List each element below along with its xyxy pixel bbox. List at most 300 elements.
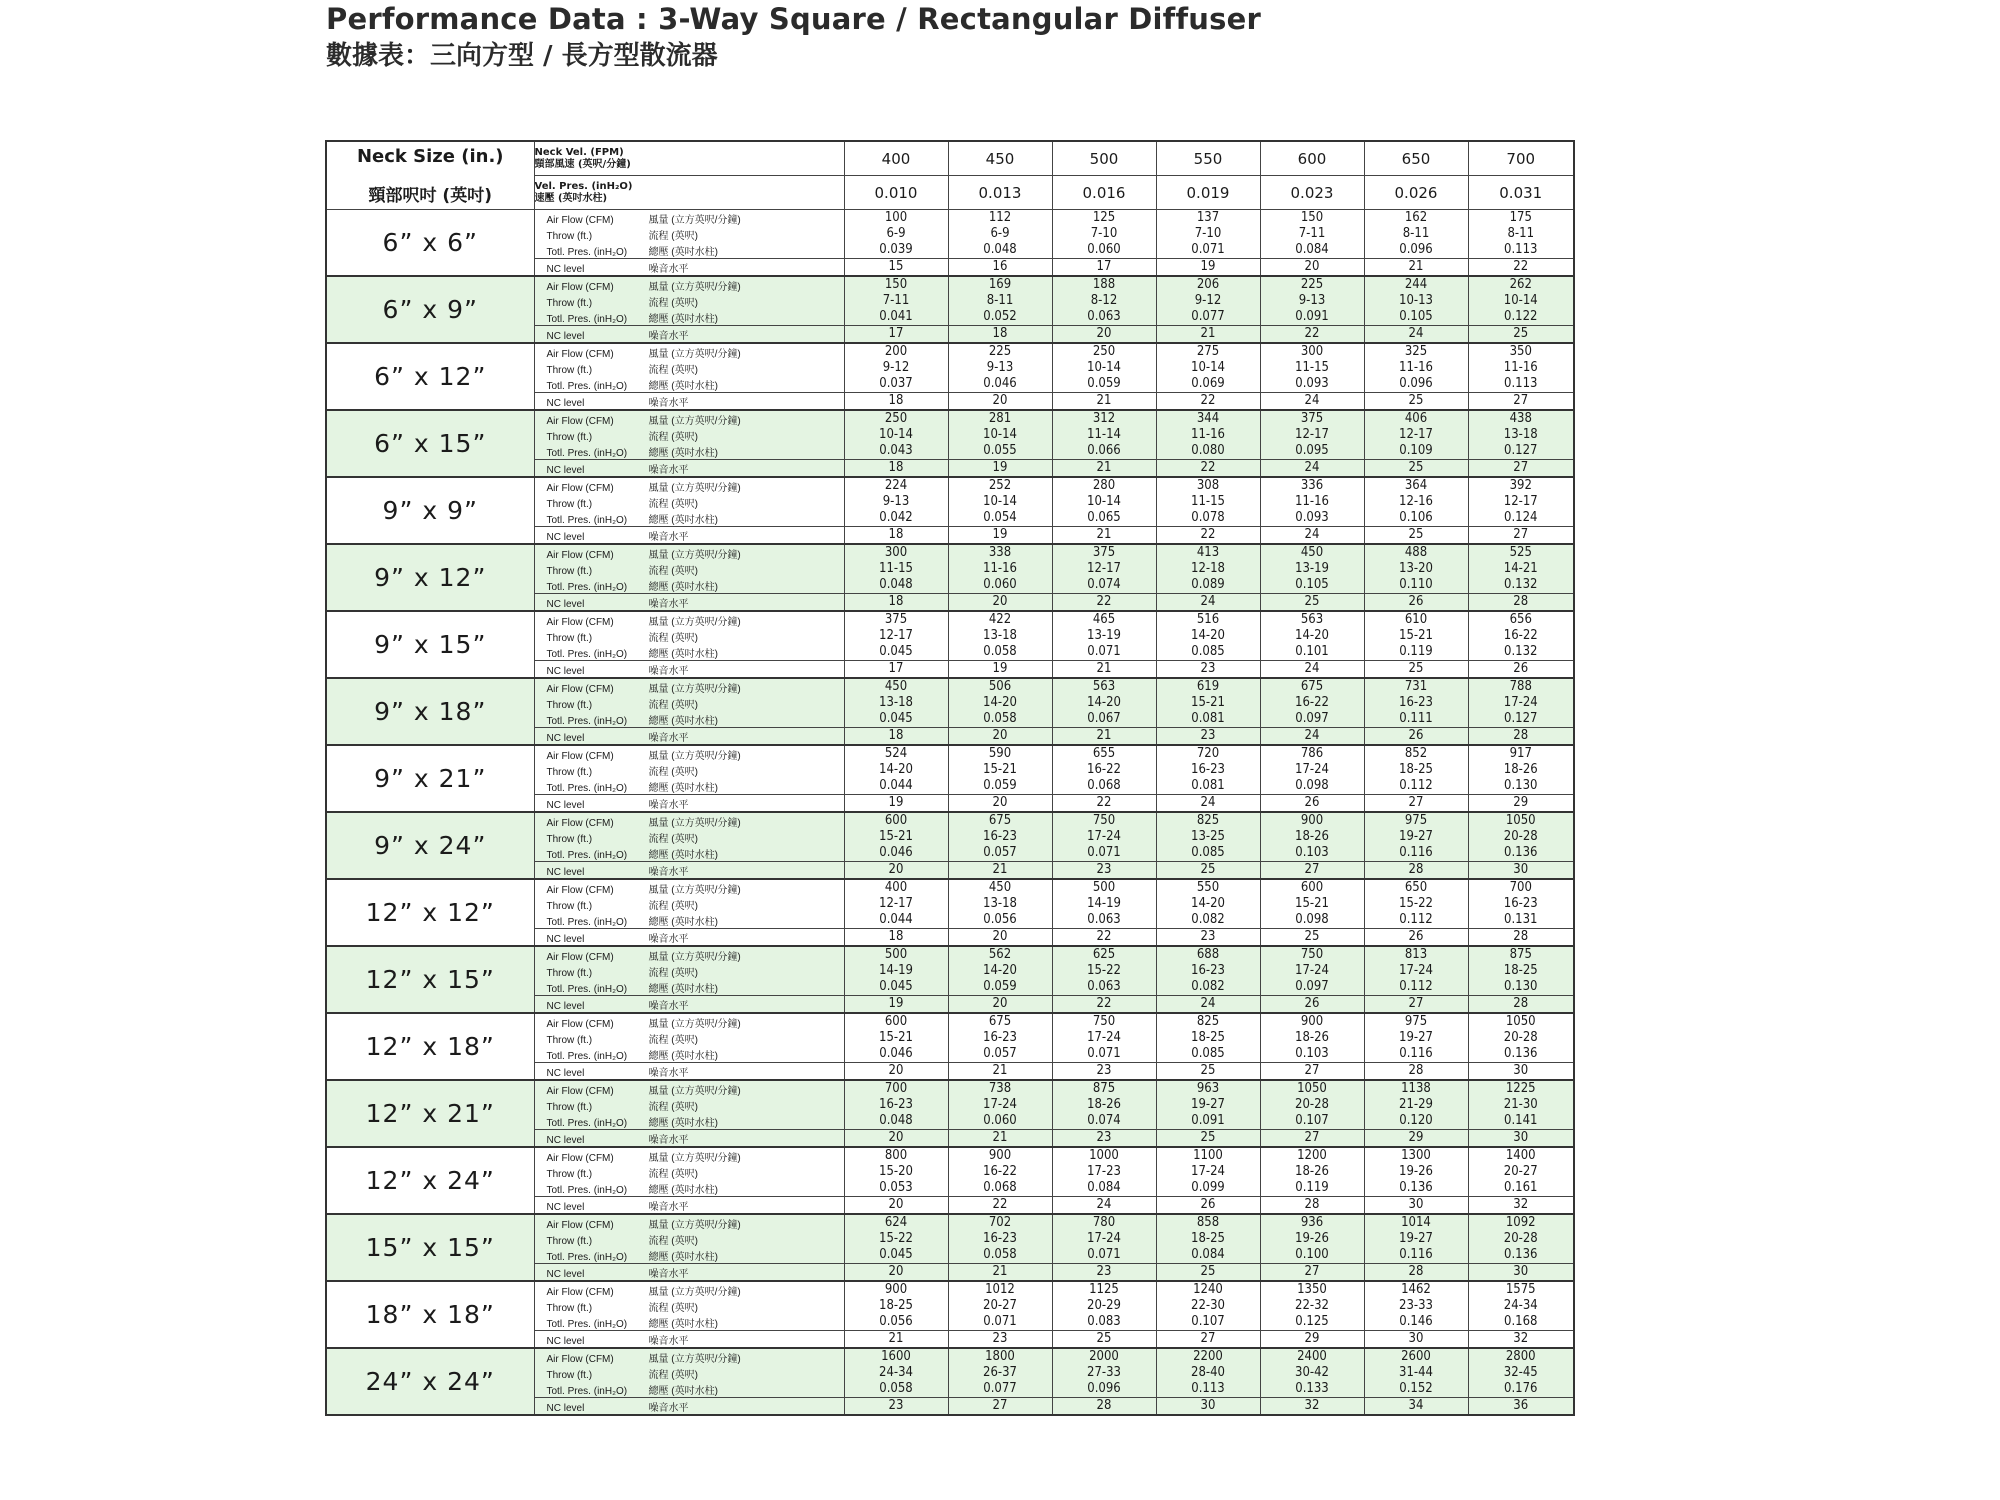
row-label-zh: 風量 (立方英呎/分鐘) [648, 1152, 741, 1164]
total-pressure-value: 0.054 [948, 510, 1052, 527]
size-group [326, 343, 1574, 410]
throw-value: 12-17 [844, 628, 948, 644]
row-label-nc-level [534, 259, 844, 277]
neck-size-label: 12” x 18” [326, 1013, 534, 1080]
total-pressure-value: 0.082 [1156, 912, 1260, 929]
throw-value: 13-19 [1260, 561, 1364, 577]
row-label-airflow [534, 1214, 844, 1231]
nc-level-value: 21 [948, 1130, 1052, 1148]
row-label-zh: 噪音水平 [648, 1000, 689, 1012]
neck-size-label: 9” x 12” [326, 544, 534, 611]
airflow-value: 813 [1364, 946, 1468, 963]
size-group [326, 1281, 1574, 1348]
neck-size-label: 9” x 24” [326, 812, 534, 879]
throw-value: 20-28 [1468, 829, 1574, 845]
row-label-airflow [534, 879, 844, 896]
nc-level-value: 18 [844, 594, 948, 612]
airflow-value: 655 [1052, 745, 1156, 762]
nc-level-value: 26 [1364, 728, 1468, 746]
table-row [326, 946, 1574, 963]
airflow-value: 963 [1156, 1080, 1260, 1097]
row-label-total-pressure [534, 644, 844, 661]
table-row [326, 1013, 1574, 1030]
total-pressure-value: 0.063 [1052, 979, 1156, 996]
nc-level-value: 26 [1260, 996, 1364, 1014]
total-pressure-value: 0.056 [948, 912, 1052, 929]
row-label-throw [534, 561, 844, 577]
airflow-value: 1350 [1260, 1281, 1364, 1298]
total-pressure-value: 0.096 [1364, 376, 1468, 393]
airflow-value: 650 [1364, 879, 1468, 896]
throw-value: 12-17 [1052, 561, 1156, 577]
row-label-en: Totl. Pres. (inH₂O) [546, 1117, 628, 1129]
table-row [326, 410, 1574, 427]
nc-level-value: 19 [948, 527, 1052, 545]
row-label-zh: 風量 (立方英呎/分鐘) [648, 683, 741, 695]
nc-level-value: 25 [1364, 527, 1468, 545]
airflow-value: 364 [1364, 477, 1468, 494]
total-pressure-value: 0.078 [1156, 510, 1260, 527]
total-pressure-value: 0.136 [1364, 1180, 1468, 1197]
row-label-en: NC level [546, 1335, 585, 1347]
nc-level-value: 23 [1052, 1063, 1156, 1081]
throw-value: 12-18 [1156, 561, 1260, 577]
total-pressure-value: 0.110 [1364, 577, 1468, 594]
size-group [326, 477, 1574, 544]
nc-level-value: 27 [948, 1398, 1052, 1416]
total-pressure-value: 0.093 [1260, 376, 1364, 393]
airflow-value: 2000 [1052, 1348, 1156, 1365]
row-label-total-pressure [534, 510, 844, 527]
nc-level-value: 22 [1156, 393, 1260, 411]
airflow-value: 1462 [1364, 1281, 1468, 1298]
nc-level-value: 21 [948, 862, 1052, 880]
neck-size-label: 18” x 18” [326, 1281, 534, 1348]
throw-value: 18-26 [1052, 1097, 1156, 1113]
nc-level-value: 25 [1156, 862, 1260, 880]
total-pressure-value: 0.109 [1364, 443, 1468, 460]
total-pressure-value: 0.130 [1468, 979, 1574, 996]
nc-level-value: 27 [1156, 1331, 1260, 1349]
neck-velocity-row [326, 141, 1574, 176]
nc-level-value: 23 [1156, 661, 1260, 679]
row-label-zh: 流程 (英呎) [648, 498, 698, 510]
row-label-nc-level [534, 594, 844, 612]
nc-level-value: 28 [1364, 1063, 1468, 1081]
row-label-throw [534, 293, 844, 309]
airflow-value: 500 [1052, 879, 1156, 896]
total-pressure-value: 0.048 [844, 1113, 948, 1130]
row-label-total-pressure [534, 1314, 844, 1331]
neck-size-header-zh: 頸部呎吋 (英吋) [368, 185, 492, 206]
throw-value: 15-21 [1260, 896, 1364, 912]
row-label-total-pressure [534, 1113, 844, 1130]
row-label-zh: 流程 (英呎) [648, 699, 698, 711]
row-label-zh: 流程 (英呎) [648, 364, 698, 376]
airflow-value: 300 [844, 544, 948, 561]
total-pressure-value: 0.116 [1364, 845, 1468, 862]
neck-size-label: 12” x 12” [326, 879, 534, 946]
nc-level-value: 27 [1260, 862, 1364, 880]
throw-value: 14-20 [1260, 628, 1364, 644]
airflow-value: 225 [948, 343, 1052, 360]
nc-level-value: 28 [1364, 862, 1468, 880]
airflow-value: 438 [1468, 410, 1574, 427]
airflow-value: 422 [948, 611, 1052, 628]
total-pressure-value: 0.066 [1052, 443, 1156, 460]
airflow-value: 244 [1364, 276, 1468, 293]
row-label-zh: 噪音水平 [648, 799, 689, 811]
airflow-value: 2800 [1468, 1348, 1574, 1365]
total-pressure-value: 0.089 [1156, 577, 1260, 594]
table-row [326, 210, 1574, 227]
throw-value: 14-20 [1156, 628, 1260, 644]
airflow-value: 619 [1156, 678, 1260, 695]
row-label-zh: 總壓 (英吋水柱) [648, 1184, 718, 1196]
row-label-total-pressure [534, 778, 844, 795]
throw-value: 11-15 [1260, 360, 1364, 376]
row-label-nc-level [534, 1130, 844, 1148]
nc-level-value: 27 [1468, 460, 1574, 478]
total-pressure-value: 0.141 [1468, 1113, 1574, 1130]
nc-level-value: 23 [1052, 862, 1156, 880]
airflow-value: 169 [948, 276, 1052, 293]
airflow-value: 900 [1260, 1013, 1364, 1030]
row-label-zh: 總壓 (英吋水柱) [648, 983, 718, 995]
row-label-en: Totl. Pres. (inH₂O) [546, 1251, 628, 1263]
row-label-zh: 風量 (立方英呎/分鐘) [648, 1286, 741, 1298]
total-pressure-value: 0.052 [948, 309, 1052, 326]
row-label-en: NC level [546, 933, 585, 945]
total-pressure-value: 0.105 [1260, 577, 1364, 594]
airflow-value: 392 [1468, 477, 1574, 494]
throw-value: 13-18 [1468, 427, 1574, 443]
nc-level-value: 25 [1468, 326, 1574, 344]
row-label-throw [534, 1365, 844, 1381]
throw-value: 15-21 [844, 1030, 948, 1046]
row-label-zh: 總壓 (英吋水柱) [648, 916, 718, 928]
total-pressure-value: 0.071 [1156, 242, 1260, 259]
row-label-zh: 噪音水平 [648, 330, 689, 342]
row-label-throw [534, 226, 844, 242]
row-label-throw [534, 360, 844, 376]
row-label-zh: 風量 (立方英呎/分鐘) [648, 750, 741, 762]
total-pressure-value: 0.068 [948, 1180, 1052, 1197]
throw-value: 28-40 [1156, 1365, 1260, 1381]
row-label-en: Throw (ft.) [546, 1302, 593, 1314]
row-label-zh: 風量 (立方英呎/分鐘) [648, 482, 741, 494]
throw-value: 18-26 [1468, 762, 1574, 778]
airflow-value: 524 [844, 745, 948, 762]
row-label-zh: 噪音水平 [648, 397, 689, 409]
nc-level-value: 30 [1468, 1063, 1574, 1081]
airflow-value: 1138 [1364, 1080, 1468, 1097]
total-pressure-value: 0.057 [948, 845, 1052, 862]
total-pressure-value: 0.071 [948, 1314, 1052, 1331]
nc-level-value: 30 [1468, 862, 1574, 880]
airflow-value: 150 [844, 276, 948, 293]
airflow-value: 300 [1260, 343, 1364, 360]
nc-level-value: 25 [1156, 1264, 1260, 1282]
total-pressure-value: 0.041 [844, 309, 948, 326]
nc-level-value: 20 [948, 393, 1052, 411]
nc-level-value: 20 [948, 728, 1052, 746]
total-pressure-value: 0.044 [844, 778, 948, 795]
nc-level-value: 30 [1156, 1398, 1260, 1416]
throw-value: 19-27 [1364, 1030, 1468, 1046]
row-label-airflow [534, 477, 844, 494]
table-row [326, 477, 1574, 494]
row-label-en: Air Flow (CFM) [546, 1152, 614, 1164]
row-label-en: Air Flow (CFM) [546, 482, 614, 494]
row-label-en: Totl. Pres. (inH₂O) [546, 782, 628, 794]
row-label-en: Air Flow (CFM) [546, 750, 614, 762]
throw-value: 30-42 [1260, 1365, 1364, 1381]
row-label-total-pressure [534, 1180, 844, 1197]
nc-level-value: 28 [1468, 929, 1574, 947]
throw-value: 16-23 [948, 1030, 1052, 1046]
nc-level-value: 21 [948, 1063, 1052, 1081]
nc-level-value: 18 [844, 728, 948, 746]
total-pressure-value: 0.071 [1052, 1247, 1156, 1264]
nc-level-value: 20 [948, 795, 1052, 813]
neck-size-label: 9” x 21” [326, 745, 534, 812]
row-label-en: Air Flow (CFM) [546, 1353, 614, 1365]
row-label-en: Air Flow (CFM) [546, 817, 614, 829]
total-pressure-value: 0.045 [844, 1247, 948, 1264]
nc-level-value: 27 [1468, 393, 1574, 411]
airflow-value: 100 [844, 210, 948, 227]
velocity-pressure-value: 0.031 [1468, 176, 1574, 210]
total-pressure-value: 0.043 [844, 443, 948, 460]
row-label-en: Throw (ft.) [546, 900, 593, 912]
row-label-total-pressure [534, 242, 844, 259]
size-group [326, 410, 1574, 477]
row-label-en: Air Flow (CFM) [546, 415, 614, 427]
throw-value: 9-12 [844, 360, 948, 376]
row-label-zh: 總壓 (英吋水柱) [648, 380, 718, 392]
total-pressure-value: 0.161 [1468, 1180, 1574, 1197]
airflow-value: 1014 [1364, 1214, 1468, 1231]
throw-value: 31-44 [1364, 1365, 1468, 1381]
row-label-throw [534, 963, 844, 979]
row-label-en: Totl. Pres. (inH₂O) [546, 916, 628, 928]
total-pressure-value: 0.085 [1156, 845, 1260, 862]
throw-value: 12-16 [1364, 494, 1468, 510]
total-pressure-value: 0.168 [1468, 1314, 1574, 1331]
row-label-zh: 流程 (英呎) [648, 632, 698, 644]
nc-level-value: 22 [1052, 929, 1156, 947]
airflow-value: 563 [1052, 678, 1156, 695]
airflow-value: 516 [1156, 611, 1260, 628]
neck-velocity-label-zh: 頸部風速 (英呎/分鐘) [534, 158, 631, 170]
nc-level-value: 23 [1156, 929, 1260, 947]
airflow-value: 188 [1052, 276, 1156, 293]
throw-value: 16-23 [1468, 896, 1574, 912]
total-pressure-value: 0.176 [1468, 1381, 1574, 1398]
nc-level-value: 25 [1156, 1063, 1260, 1081]
total-pressure-value: 0.074 [1052, 577, 1156, 594]
nc-level-value: 17 [1052, 259, 1156, 277]
nc-level-value: 24 [1260, 460, 1364, 478]
airflow-value: 825 [1156, 1013, 1260, 1030]
row-label-zh: 流程 (英呎) [648, 967, 698, 979]
nc-level-value: 18 [844, 527, 948, 545]
throw-value: 7-10 [1156, 226, 1260, 242]
neck-velocity-value: 600 [1260, 141, 1364, 176]
nc-level-value: 23 [1156, 728, 1260, 746]
total-pressure-value: 0.077 [1156, 309, 1260, 326]
neck-size-label: 6” x 9” [326, 276, 534, 343]
table-row [326, 1214, 1574, 1231]
row-label-en: Totl. Pres. (inH₂O) [546, 648, 628, 660]
total-pressure-value: 0.081 [1156, 711, 1260, 728]
airflow-value: 1400 [1468, 1147, 1574, 1164]
nc-level-value: 26 [1156, 1197, 1260, 1215]
throw-value: 17-24 [948, 1097, 1052, 1113]
throw-value: 11-15 [1156, 494, 1260, 510]
row-label-airflow [534, 611, 844, 628]
row-label-zh: 噪音水平 [648, 531, 689, 543]
row-label-en: Totl. Pres. (inH₂O) [546, 1184, 628, 1196]
nc-level-value: 24 [1260, 393, 1364, 411]
table-row [326, 879, 1574, 896]
airflow-value: 375 [1052, 544, 1156, 561]
row-label-throw [534, 762, 844, 778]
nc-level-value: 22 [1052, 996, 1156, 1014]
table-row [326, 611, 1574, 628]
nc-level-value: 27 [1468, 527, 1574, 545]
throw-value: 17-24 [1468, 695, 1574, 711]
throw-value: 16-23 [844, 1097, 948, 1113]
nc-level-value: 25 [1364, 661, 1468, 679]
airflow-value: 2200 [1156, 1348, 1260, 1365]
airflow-value: 338 [948, 544, 1052, 561]
row-label-zh: 噪音水平 [648, 933, 689, 945]
throw-value: 11-16 [1260, 494, 1364, 510]
airflow-value: 852 [1364, 745, 1468, 762]
table-row [326, 745, 1574, 762]
nc-level-value: 22 [1156, 527, 1260, 545]
neck-velocity-value: 500 [1052, 141, 1156, 176]
nc-level-value: 21 [948, 1264, 1052, 1282]
total-pressure-value: 0.059 [948, 778, 1052, 795]
row-label-zh: 流程 (英呎) [648, 565, 698, 577]
row-label-airflow [534, 1281, 844, 1298]
row-label-en: Air Flow (CFM) [546, 348, 614, 360]
airflow-value: 786 [1260, 745, 1364, 762]
total-pressure-value: 0.101 [1260, 644, 1364, 661]
airflow-value: 1300 [1364, 1147, 1468, 1164]
total-pressure-value: 0.120 [1364, 1113, 1468, 1130]
throw-value: 10-14 [1052, 494, 1156, 510]
row-label-zh: 噪音水平 [648, 665, 689, 677]
airflow-value: 1200 [1260, 1147, 1364, 1164]
throw-value: 17-24 [1052, 1231, 1156, 1247]
nc-level-value: 21 [844, 1331, 948, 1349]
airflow-value: 688 [1156, 946, 1260, 963]
nc-level-value: 25 [1156, 1130, 1260, 1148]
row-label-zh: 總壓 (英吋水柱) [648, 849, 718, 861]
row-label-en: Totl. Pres. (inH₂O) [546, 1050, 628, 1062]
size-group [326, 276, 1574, 343]
row-label-airflow [534, 1013, 844, 1030]
total-pressure-value: 0.071 [1052, 1046, 1156, 1063]
total-pressure-value: 0.116 [1364, 1247, 1468, 1264]
table-row [326, 1281, 1574, 1298]
nc-level-value: 24 [1260, 661, 1364, 679]
row-label-en: Totl. Pres. (inH₂O) [546, 983, 628, 995]
row-label-throw [534, 1030, 844, 1046]
nc-level-value: 20 [948, 996, 1052, 1014]
total-pressure-value: 0.071 [1052, 845, 1156, 862]
throw-value: 19-26 [1364, 1164, 1468, 1180]
airflow-value: 900 [948, 1147, 1052, 1164]
airflow-value: 252 [948, 477, 1052, 494]
nc-level-value: 24 [1260, 527, 1364, 545]
row-label-en: NC level [546, 397, 585, 409]
total-pressure-value: 0.060 [948, 1113, 1052, 1130]
throw-value: 9-13 [844, 494, 948, 510]
throw-value: 19-27 [1364, 829, 1468, 845]
airflow-value: 275 [1156, 343, 1260, 360]
airflow-value: 406 [1364, 410, 1468, 427]
throw-value: 17-24 [1260, 762, 1364, 778]
airflow-value: 900 [1260, 812, 1364, 829]
throw-value: 12-17 [1468, 494, 1574, 510]
throw-value: 16-23 [1156, 762, 1260, 778]
airflow-value: 825 [1156, 812, 1260, 829]
total-pressure-value: 0.100 [1260, 1247, 1364, 1264]
row-label-zh: 噪音水平 [648, 1201, 689, 1213]
page-title-chinese: 數據表：三向方型 / 長方型散流器 [326, 41, 718, 71]
throw-value: 14-20 [1052, 695, 1156, 711]
row-label-nc-level [534, 460, 844, 478]
neck-velocity-value: 700 [1468, 141, 1574, 176]
nc-level-value: 21 [1156, 326, 1260, 344]
airflow-value: 250 [1052, 343, 1156, 360]
airflow-value: 262 [1468, 276, 1574, 293]
airflow-value: 858 [1156, 1214, 1260, 1231]
row-label-en: Totl. Pres. (inH₂O) [546, 514, 628, 526]
total-pressure-value: 0.084 [1052, 1180, 1156, 1197]
airflow-value: 2400 [1260, 1348, 1364, 1365]
throw-value: 19-27 [1364, 1231, 1468, 1247]
nc-level-value: 27 [1260, 1264, 1364, 1282]
throw-value: 18-25 [1156, 1030, 1260, 1046]
airflow-value: 312 [1052, 410, 1156, 427]
nc-level-value: 23 [948, 1331, 1052, 1349]
total-pressure-value: 0.125 [1260, 1314, 1364, 1331]
total-pressure-value: 0.055 [948, 443, 1052, 460]
airflow-value: 325 [1364, 343, 1468, 360]
airflow-value: 600 [1260, 879, 1364, 896]
throw-value: 17-24 [1364, 963, 1468, 979]
total-pressure-value: 0.065 [1052, 510, 1156, 527]
nc-level-value: 34 [1364, 1398, 1468, 1416]
total-pressure-value: 0.059 [1052, 376, 1156, 393]
velocity-pressure-value: 0.019 [1156, 176, 1260, 210]
nc-level-value: 27 [1260, 1130, 1364, 1148]
velocity-pressure-label-en: Vel. Pres. (inH₂O) [534, 180, 633, 192]
airflow-value: 1125 [1052, 1281, 1156, 1298]
total-pressure-value: 0.074 [1052, 1113, 1156, 1130]
row-label-en: Throw (ft.) [546, 230, 593, 242]
airflow-value: 450 [948, 879, 1052, 896]
nc-level-value: 27 [1260, 1063, 1364, 1081]
row-label-throw [534, 494, 844, 510]
total-pressure-value: 0.081 [1156, 778, 1260, 795]
